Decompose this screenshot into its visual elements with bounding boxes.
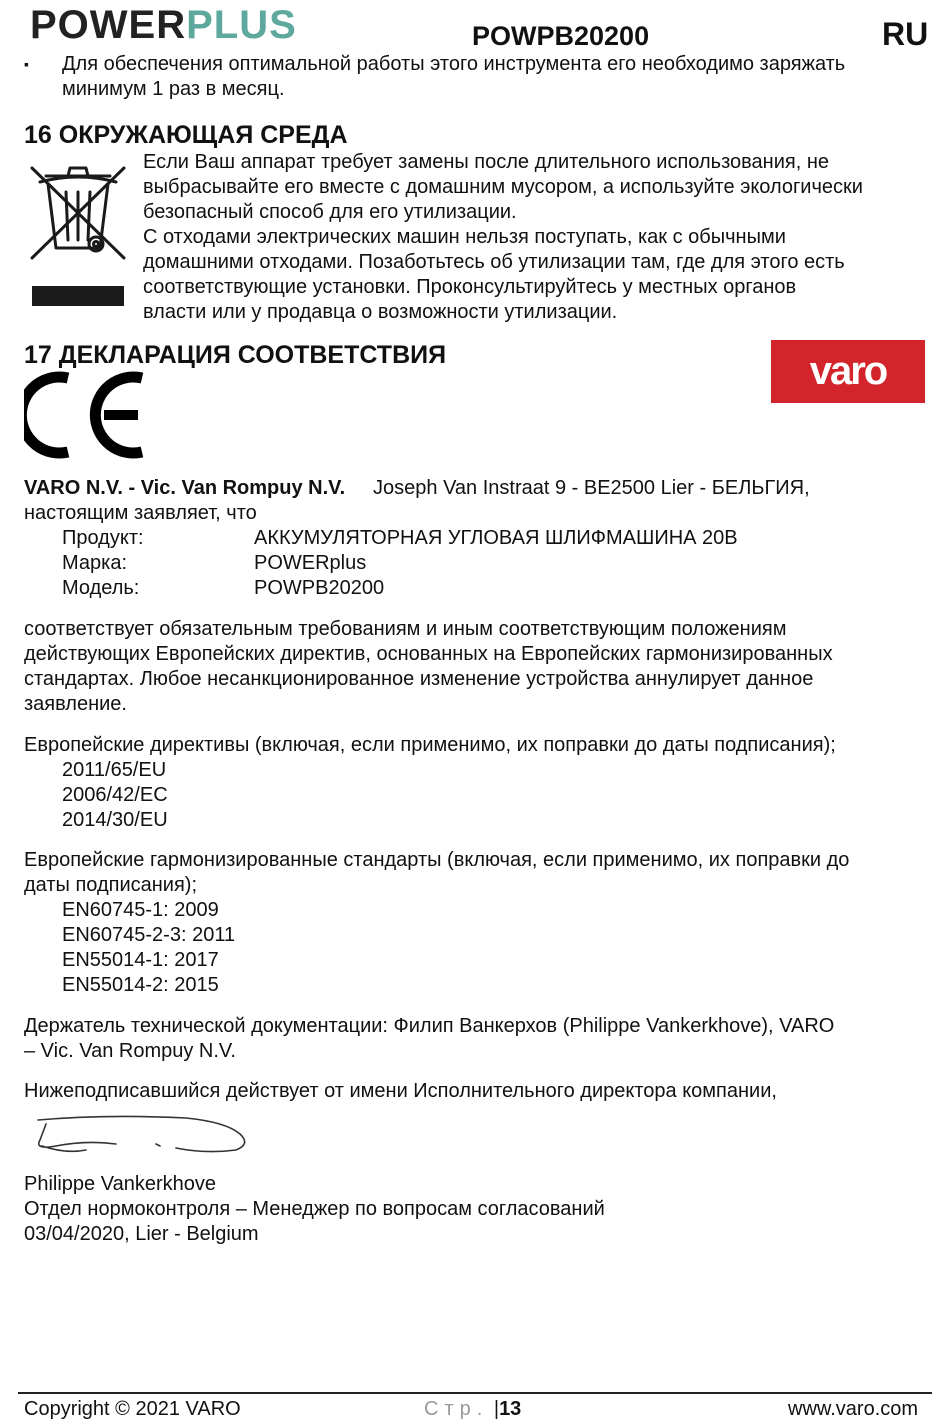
directives-intro: Европейские директивы (включая, если применимо, их поправки до даты подписания); (24, 734, 836, 756)
signer-name: Philippe Vankerkhove (24, 1173, 216, 1195)
company-address: Joseph Van Instraat 9 - BE2500 Lier - БЕЛЬГИЯ, (373, 477, 810, 499)
footer-website: www.varo.com (788, 1398, 919, 1420)
compliance-line: заявление. (24, 693, 127, 715)
header-model-number: POWPB20200 (472, 21, 650, 51)
model-label: Модель: (62, 577, 140, 599)
standard-item: EN60745-2-3: 2011 (62, 924, 236, 946)
directive-item: 2014/30/EU (62, 809, 168, 831)
section-16-text (143, 150, 933, 325)
varo-logo (771, 340, 925, 403)
footer-divider (18, 1392, 932, 1394)
signature-date-place: 03/04/2020, Lier - Belgium (24, 1223, 259, 1245)
page-separator: | (493, 1398, 500, 1420)
env-text-line: С отходами электрических машин нельзя поступать, как с обычными (143, 226, 786, 248)
directive-item: 2006/42/EC (62, 784, 168, 806)
standard-item: EN60745-1: 2009 (62, 899, 219, 921)
section-16-heading: 16 ОКРУЖАЮЩАЯ СРЕДА (24, 121, 348, 149)
handwritten-signature (26, 1110, 256, 1170)
directive-item: 2011/65/EU (62, 759, 167, 781)
bullet-marker-icon: ▪ (24, 56, 29, 72)
bullet-text (62, 52, 932, 102)
logo-plus-part: PLUS (186, 3, 297, 47)
declares-line: настоящим заявляет, что (24, 502, 257, 524)
standards-intro-line: Европейские гармонизированные стандарты (включая, если применимо, их поправки до (24, 849, 850, 871)
page-number: 13 (499, 1398, 522, 1420)
company-line (24, 476, 934, 501)
footer-page-indicator (424, 1397, 521, 1422)
footer-copyright: Copyright © 2021 VARO (24, 1398, 241, 1420)
bullet-text-line: минимум 1 раз в месяц. (62, 78, 285, 100)
undersigned-line: Нижеподписавшийся действует от имени Исполнительного директора компании, (24, 1080, 777, 1102)
varo-logo-text: varo (809, 349, 887, 393)
holder-line: – Vic. Van Rompuy N.V. (24, 1040, 236, 1062)
env-text-line: домашними отходами. Позаботьтесь об утилизации там, где для этого есть (143, 251, 845, 273)
standards-intro (24, 848, 924, 898)
model-value: POWPB20200 (254, 577, 385, 599)
env-text-line: власти или у продавца о возможности утилизации. (143, 301, 618, 323)
product-value: АККУМУЛЯТОРНАЯ УГЛОВАЯ ШЛИФМАШИНА 20В (254, 527, 738, 549)
section-17-heading: 17 ДЕКЛАРАЦИЯ СООТВЕТСТВИЯ (24, 341, 447, 369)
compliance-line: действующих Европейских директив, основанных на Европейских гармонизированных (24, 643, 833, 665)
ce-mark-icon (24, 370, 148, 460)
standard-item: EN55014-2: 2015 (62, 974, 219, 996)
holder-line: Держатель технической документации: Филип Ванкерхов (Philippe Vankerkhove), VARO (24, 1015, 835, 1037)
brand-value: POWERplus (254, 552, 367, 574)
standards-intro-line: даты подписания); (24, 874, 198, 896)
header-language-code: RU (882, 16, 929, 52)
standard-item: EN55014-1: 2017 (62, 949, 219, 971)
env-text-line: соответствующие установки. Проконсультируйтесь у местных органов (143, 276, 797, 298)
compliance-paragraph (24, 617, 924, 717)
product-label: Продукт: (62, 527, 144, 549)
compliance-line: соответствует обязательным требованиям и иным соответствующим положениям (24, 618, 787, 640)
env-text-line: Если Ваш аппарат требует замены после длительного использования, не (143, 151, 829, 173)
brand-label: Марка: (62, 552, 127, 574)
bullet-text-line: Для обеспечения оптимальной работы этого инструмента его необходимо заряжать (62, 53, 846, 75)
company-name: VARO N.V. - Vic. Van Rompuy N.V. (24, 477, 346, 499)
env-text-line: безопасный способ для его утилизации. (143, 201, 517, 223)
powerplus-logo (30, 2, 297, 48)
documentation-holder (24, 1014, 924, 1064)
logo-power-part: POWER (30, 3, 187, 47)
crossed-out-wheelie-bin-icon (28, 162, 128, 310)
env-text-line: выбрасывайте его вместе с домашним мусором, а используйте экологически (143, 176, 863, 198)
compliance-line: стандартах. Любое несанкционированное изменение устройства аннулирует данное (24, 668, 814, 690)
signer-title: Отдел нормоконтроля – Менеджер по вопросам согласований (24, 1198, 605, 1220)
page-word: Стр. (424, 1398, 489, 1420)
